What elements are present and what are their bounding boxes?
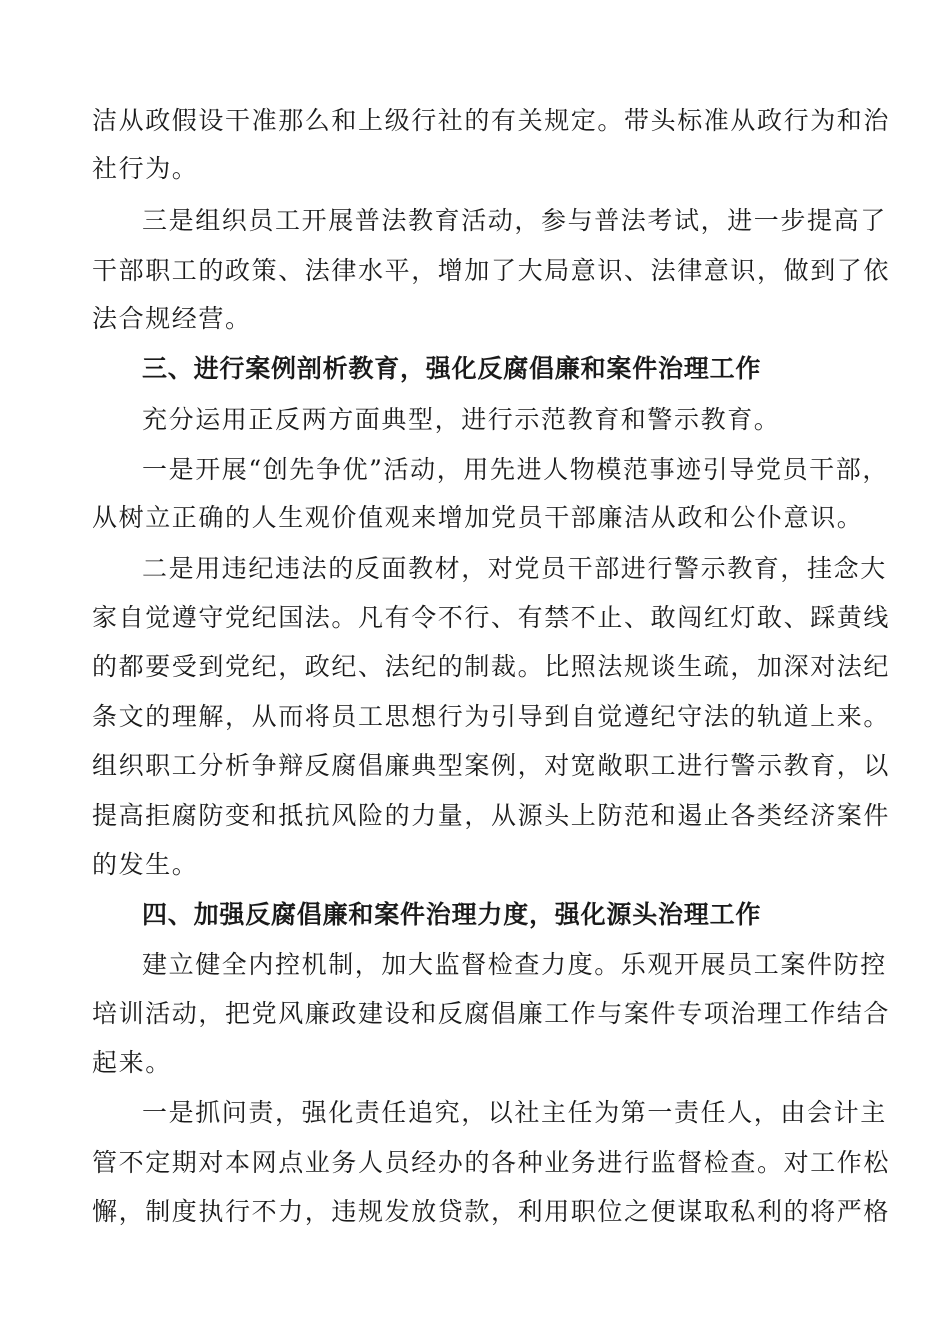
paragraph-start: 充分运用正反两方面典型，进行示范教育和警示教育。 [142, 405, 781, 434]
text-line: 培训活动，把党风廉政建设和反腐倡廉工作与案件专项治理工作结合 [92, 999, 891, 1028]
paragraph-start: 一是抓问责，强化责任追究，以社主任为第一责任人，由会计主 [142, 1098, 887, 1127]
section-heading: 四、加强反腐倡廉和案件治理力度，强化源头治理工作 [142, 900, 762, 929]
text-line: 的都要受到党纪，政纪、法纪的制裁。比照法规谈生疏，加深对法纪 [92, 652, 891, 681]
text-line: 法合规经营。 [92, 304, 252, 333]
text-line: 从树立正确的人生观价值观来增加党员干部廉洁从政和公仆意识。 [92, 503, 864, 532]
text-line: 条文的理解，从而将员工思想行为引导到自觉遵纪守法的轨道上来。 [92, 702, 891, 731]
paragraph-start: 二是用违纪违法的反面教材，对党员干部进行警示教育，挂念大 [142, 554, 887, 583]
text-line: 管不定期对本网点业务人员经办的各种业务进行监督检查。对工作松 [92, 1148, 891, 1177]
text-line: 的发生。 [92, 850, 199, 879]
paragraph-start: 一是开展“创先争优”活动，用先进人物模范事迹引导党员干部， [142, 455, 889, 484]
text-line: 洁从政假设干准那么和上级行社的有关规定。带头标准从政行为和治 [92, 106, 891, 135]
section-heading: 三、进行案例剖析教育，强化反腐倡廉和案件治理工作 [142, 354, 762, 383]
text-line: 组织职工分析争辩反腐倡廉典型案例，对宽敞职工进行警示教育，以 [92, 751, 891, 780]
text-line: 懈，制度执行不力，违规发放贷款，利用职位之便谋取私利的将严格 [92, 1197, 891, 1226]
text-line: 社行为。 [92, 154, 199, 183]
text-line: 提高拒腐防变和抵抗风险的力量，从源头上防范和遏止各类经济案件 [92, 801, 891, 830]
text-line: 起来。 [92, 1048, 172, 1077]
text-line: 家自觉遵守党纪国法。凡有令不行、有禁不止、敢闯红灯敢、踩黄线 [92, 603, 891, 632]
text-line: 干部职工的政策、法律水平，增加了大局意识、法律意识，做到了依 [92, 256, 891, 285]
paragraph-start: 建立健全内控机制，加大监督检查力度。乐观开展员工案件防控 [142, 950, 887, 979]
paragraph-start: 三是组织员工开展普法教育活动，参与普法考试，进一步提高了 [142, 206, 887, 235]
